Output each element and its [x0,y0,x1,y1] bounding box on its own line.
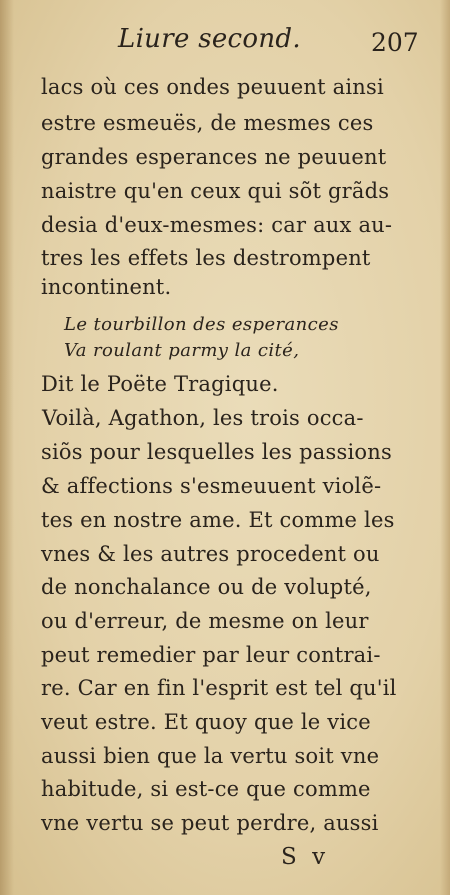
running-title: Liure second. [118,24,301,54]
text-line: lacs où ces ondes peuuent ainsi [41,75,384,99]
text-line: re. Car en fin l'esprit est tel qu'il [41,676,397,700]
text-line: vnes & les autres procedent ou [41,542,380,566]
text-line: estre esmeuës, de mesmes ces [41,111,374,135]
text-line: Voilà, Agathon, les trois occa- [42,406,364,430]
text-line: tes en nostre ame. Et comme les [41,508,395,532]
text-line: aussi bien que la vertu soit vne [41,744,380,768]
verse-quote-line: Va roulant parmy la cité, [64,340,300,361]
text-line: de nonchalance ou de volupté, [41,575,372,599]
text-line: vne vertu se peut perdre, aussi [41,811,379,835]
text-line: & affections s'esmeuuent violẽ- [41,474,382,498]
text-line: siõs pour lesquelles les passions [41,440,392,464]
page-number: 207 [371,28,419,57]
text-line: tres les effets les destrompent [41,246,371,270]
signature-mark: S v [281,844,330,870]
text-line: desia d'eux-mesmes: car aux au- [41,213,393,237]
text-line: naistre qu'en ceux qui sõt grãds [41,179,390,203]
text-line: veut estre. Et quoy que le vice [41,710,371,734]
page-right-edge [440,0,450,895]
text-line: habitude, si est-ce que comme [41,777,371,801]
page-left-edge [0,0,14,895]
text-line: peut remedier par leur contrai- [41,643,381,667]
text-line: incontinent. [41,275,172,299]
text-line: grandes esperances ne peuuent [41,145,387,169]
text-line: ou d'erreur, de mesme on leur [41,609,369,633]
verse-quote-line: Le tourbillon des esperances [64,314,339,335]
text-line: Dit le Poëte Tragique. [41,372,279,396]
